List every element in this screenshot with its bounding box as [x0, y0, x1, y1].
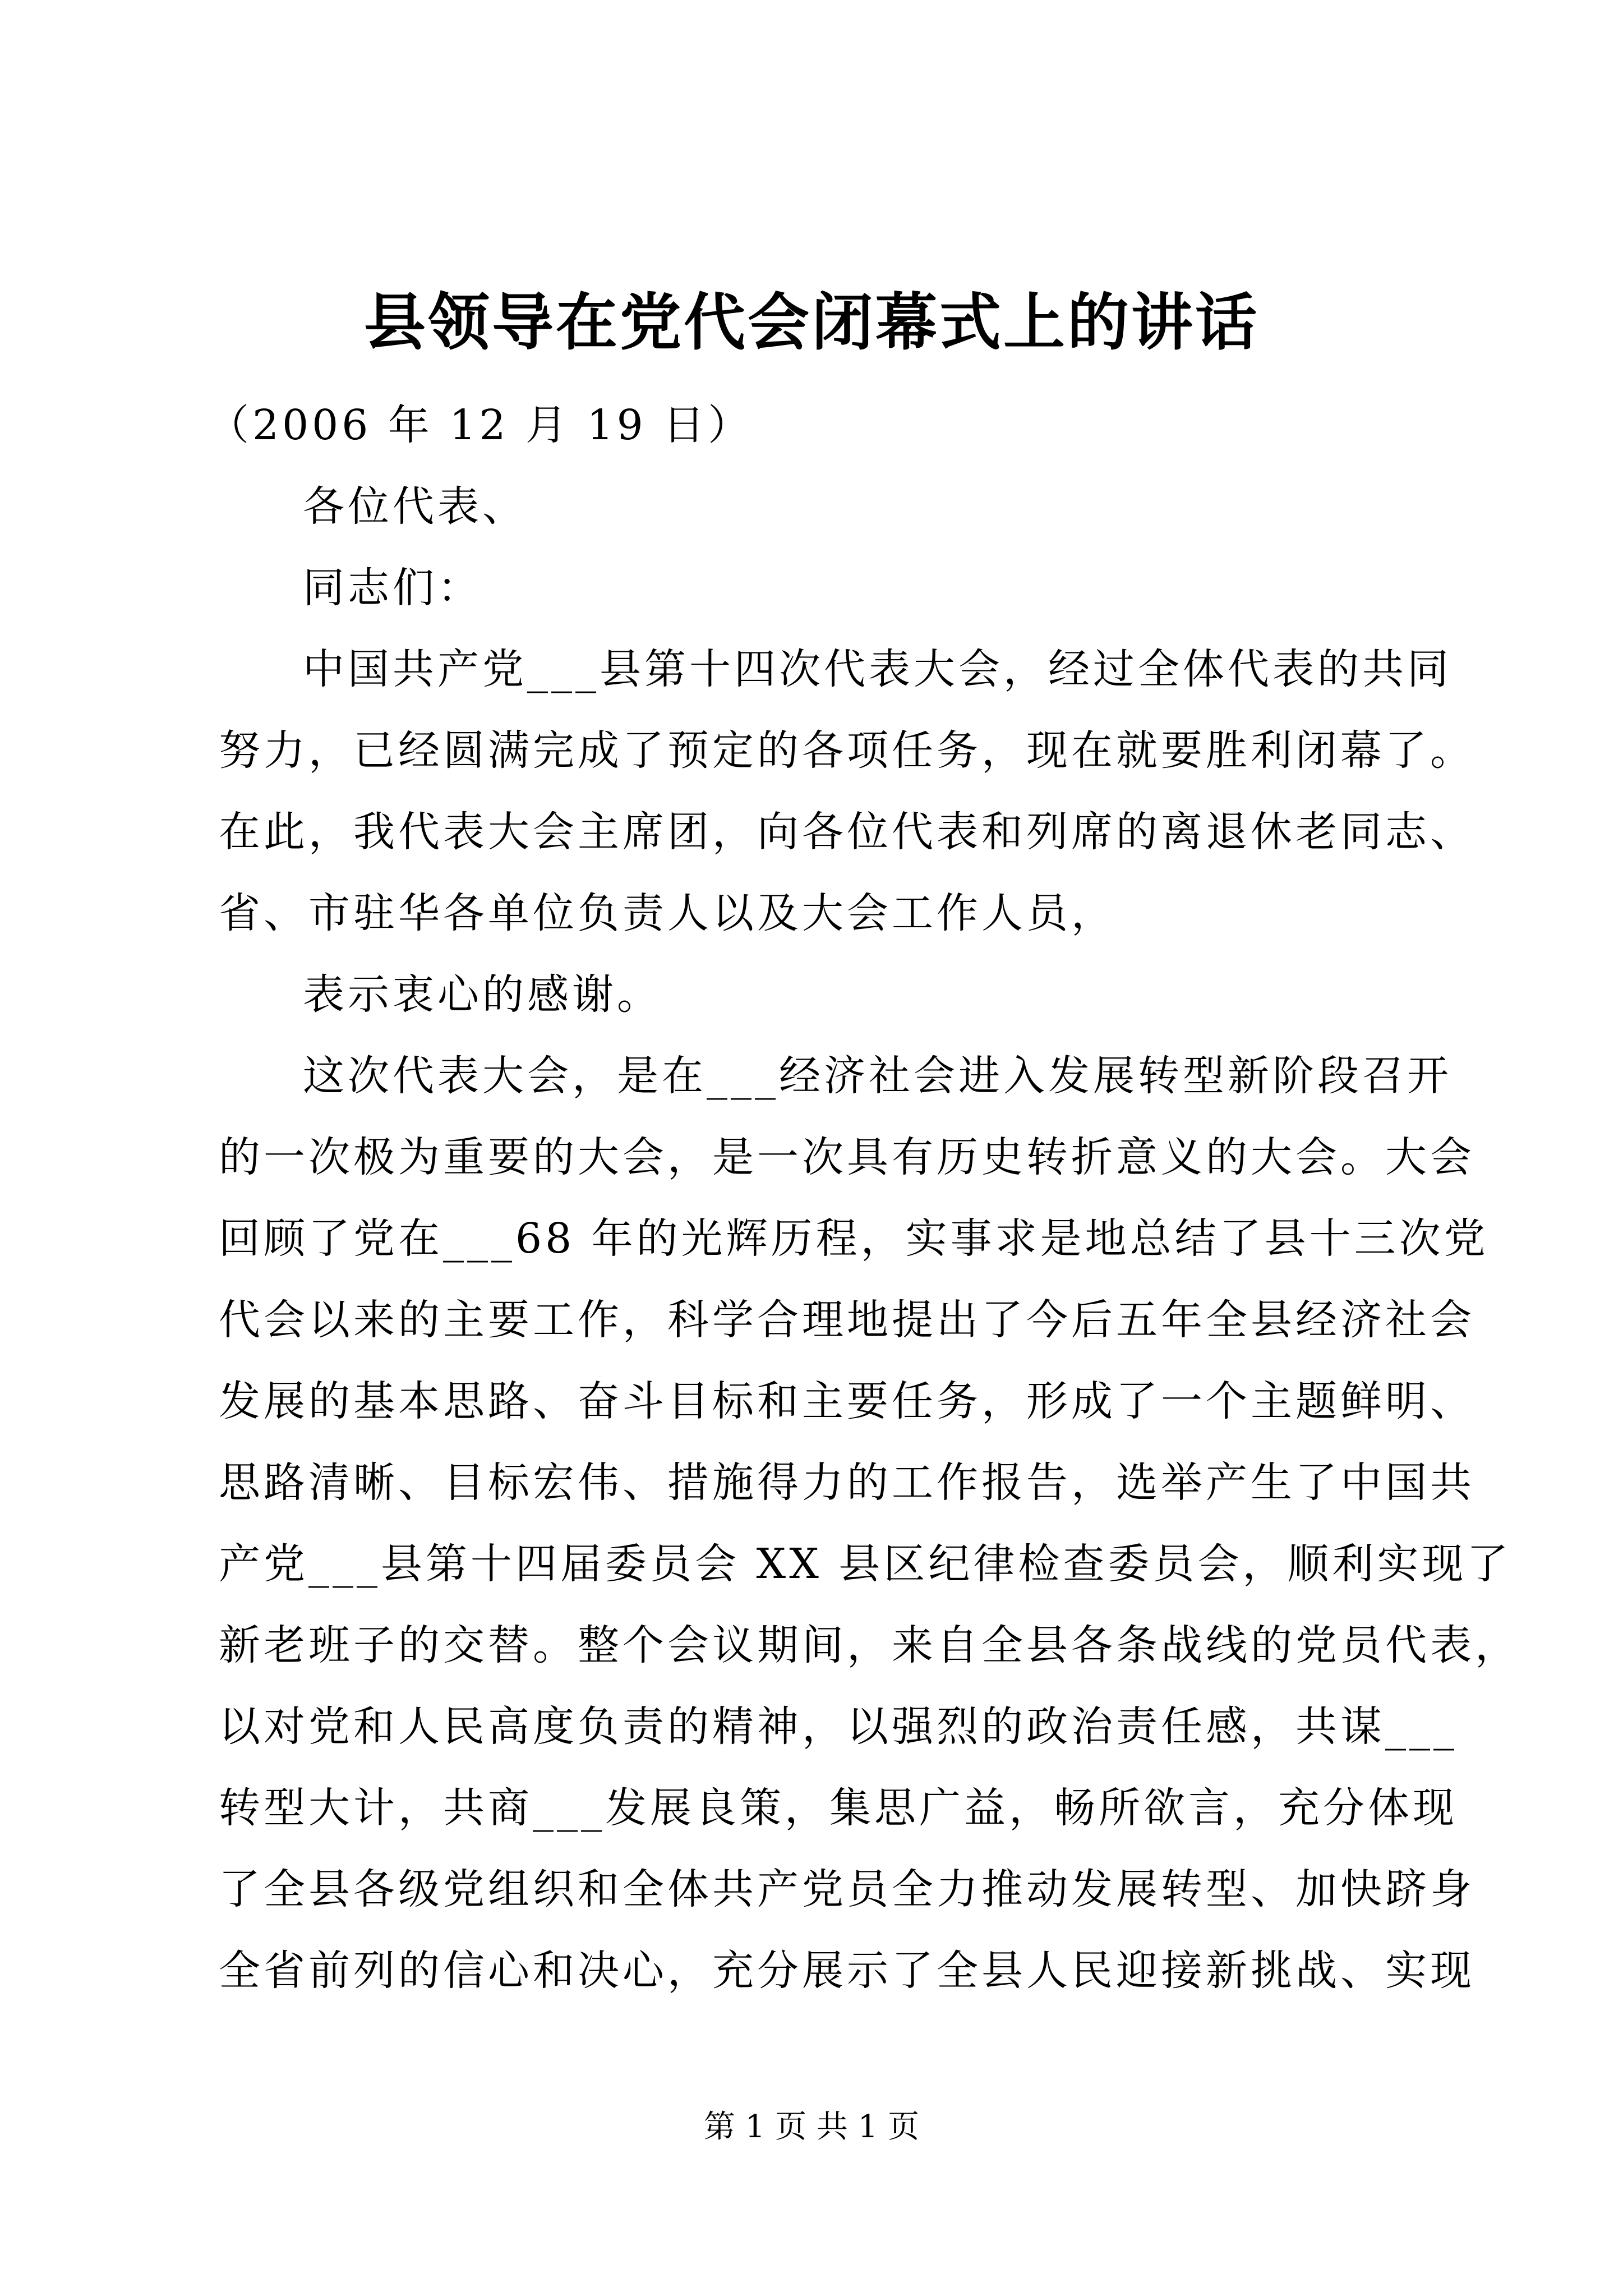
document-body	[208, 385, 1520, 2012]
paragraph-line: 回顾了党在___68 年的光辉历程，实事求是地总结了县十三次党	[219, 1214, 1489, 1263]
paragraph-line: 发展的基本思路、奋斗目标和主要任务，形成了一个主题鲜明、	[219, 1377, 1475, 1425]
paragraph-line: 表示衷心的感谢。	[303, 970, 662, 1019]
document-title: 县领导在党代会闭幕式上的讲话	[364, 286, 1259, 358]
paragraph-line: 努力，已经圆满完成了预定的各项任务，现在就要胜利闭幕了。	[219, 726, 1475, 775]
date-line: （2006 年 12 月 19 日）	[208, 401, 753, 449]
paragraph-line: 产党___县第十四届委员会 XX 县区纪律检查委员会，顺利实现了	[219, 1540, 1512, 1588]
paragraph-line: 转型大计，共商___发展良策，集思广益，畅所欲言，充分体现	[219, 1784, 1458, 1832]
paragraph-line: 这次代表大会，是在___经济社会进入发展转型新阶段召开	[303, 1052, 1452, 1100]
paragraph-line: 的一次极为重要的大会，是一次具有历史转折意义的大会。大会	[219, 1133, 1475, 1181]
paragraph-line: 以对党和人民高度负责的精神，以强烈的政治责任感，共谋___	[219, 1703, 1458, 1751]
paragraph-line: 新老班子的交替。整个会议期间，来自全县各条战线的党员代表，	[219, 1621, 1520, 1669]
paragraph-line: 思路清晰、目标宏伟、措施得力的工作报告，选举产生了中国共	[219, 1458, 1475, 1507]
salutation-line: 各位代表、	[303, 482, 527, 531]
paragraph-line: 中国共产党___县第十四次代表大会，经过全体代表的共同	[303, 645, 1452, 693]
paragraph-line: 代会以来的主要工作，科学合理地提出了今后五年全县经济社会	[219, 1296, 1475, 1344]
salutation-line: 同志们：	[303, 564, 482, 612]
paragraph-line: 全省前列的信心和决心，充分展示了全县人民迎接新挑战、实现	[219, 1947, 1475, 1995]
paragraph-line: 在此，我代表大会主席团，向各位代表和列席的离退休老同志、	[219, 808, 1475, 856]
paragraph-line: 省、市驻华各单位负责人以及大会工作人员，	[219, 889, 1116, 937]
page-footer: 第 1 页 共 1 页	[703, 2109, 920, 2145]
paragraph-line: 了全县各级党组织和全体共产党员全力推动发展转型、加快跻身	[219, 1865, 1475, 1913]
